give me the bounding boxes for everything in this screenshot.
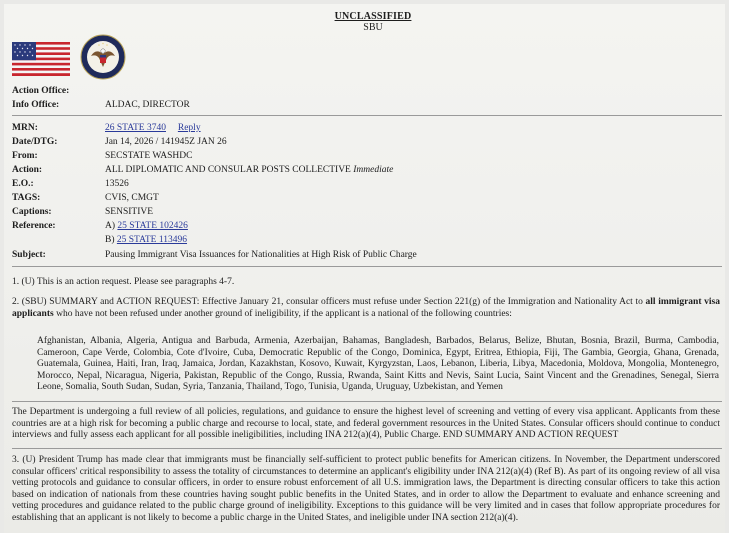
p2-text-end: who have not been refused under another ground of ineligibility, if the applicant is a national of the following countries: [53, 308, 512, 319]
subject-label: Subject: [12, 250, 46, 260]
reply-link[interactable]: Reply [177, 123, 201, 133]
info-office-label: Info Office: [12, 100, 60, 110]
reference-b [105, 234, 187, 246]
action-recipients: ALL DIPLOMATIC AND CONSULAR POSTS COLLECTIVE [105, 165, 351, 175]
body-divider [12, 266, 722, 267]
classification-level: UNCLASSIFIED [334, 11, 412, 22]
action-label: Action: [12, 165, 43, 175]
date-dtg-label: Date/DTG: [12, 137, 58, 147]
reference-a-prefix: A) [105, 221, 116, 231]
us-flag-icon [12, 42, 70, 76]
captions-value: SENSITIVE [105, 207, 154, 217]
eo-value: 13526 [105, 179, 129, 189]
country-list: Afghanistan, Albania, Algeria, Antigua and Barbuda, Armenia, Azerbaijan, Bahamas, Bangladesh, Barbados, Belarus, Belize, Bhutan, Bosnia, Brazil, Burma, Cambodia, Cameroon, Cape Verde, Colombia, Cote d'Ivoire, Cuba, Democratic Republic of the Congo, Dominica, Egypt, Eritrea, Ethiopia, Fiji, The Gambia, Georgia, Ghana, Grenada, Guatemala, Guinea, Haiti, Iran, Iraq, Jamaica, Jordan, Kazakhstan, Kosovo, Kuwait, Kyrgyzstan, Laos, Lebanon, Liberia, Libya, Macedonia, Moldova, Mongolia, Montenegro, Morocco, Nepal, Nicaragua, Nigeria, Pakistan, Republic of the Congo, Russia, Rwanda, Saint Kitts and Nevis, Saint Lucia, Saint Vincent and the Grenadines, Senegal, Sierra Leone, Somalia, South Sudan, Sudan, Syria, Tanzania, Thailand, Togo, Tunisia, Uganda, Uruguay, Uzbekistan, and Yemen [37, 336, 719, 393]
mrn-value [105, 122, 201, 134]
p2-emphasis: all immigrant visa applicants [12, 297, 720, 319]
action-office-label: Action Office: [12, 86, 70, 96]
subject-value: Pausing Immigrant Visa Issuances for Nationalities at High Risk of Public Charge [105, 250, 417, 260]
from-label: From: [12, 151, 38, 161]
header-divider [12, 115, 722, 116]
tags-label: TAGS: [12, 193, 41, 203]
classification-caveat: SBU [363, 22, 383, 33]
mrn-link[interactable]: 26 STATE 3740 [105, 123, 166, 133]
date-dtg-value: Jan 14, 2026 / 141945Z JAN 26 [105, 137, 227, 147]
reference-a-link[interactable]: 25 STATE 102426 [117, 221, 188, 231]
paragraph-1: 1. (U) This is an action request. Please see paragraphs 4-7. [12, 277, 235, 287]
reference-a [105, 220, 188, 232]
eo-label: E.O.: [12, 179, 34, 189]
classification-banner [334, 11, 412, 33]
action-value [105, 164, 393, 176]
summary-divider [12, 401, 722, 402]
paragraph-review: The Department is undergoing a full review of all policies, regulations, and guidance to ensure the highest level of screening and vetting of every visa applicant. Applicants from these countries are at a high risk for becoming a public charge and recourse to local, state, and federal government resources in the United States. Consular officers should continue to conduct interviews and fully assess each applicant for all possible ineligibilities, including INA 212(a)(4), Public Charge. END SUMMARY AND ACTION REQUEST [12, 407, 720, 441]
from-value: SECSTATE WASHDC [105, 151, 193, 161]
paragraph-2 [12, 297, 720, 320]
captions-label: Captions: [12, 207, 52, 217]
mrn-label: MRN: [12, 123, 38, 133]
paragraph-3: 3. (U) President Trump has made clear that immigrants must be financially self-sufficient to protect public benefits for American citizens. In November, the Department underscored consular officers' critical responsibility to assess the totality of circumstances to determine an applicant's eligibility under INA 212(a)(4) (Ref B). As part of its ongoing review of all visa vetting protocols and guidance to consular officers, in order to ensure robust enforcement of all U.S. immigration laws, the Department is directing consular officers to take this action based on indication of nationals from these countries having sought public benefits in the United States, and in order to allow the Department to evaluate and enhance screening and vetting procedures and guidance related to the public charge ground of ineligibility. Exceptions to this guidance will be very limited and in cases that follow appropriate procedures for establishing that an applicant is not likely to become a public charge in the United States, and ineligible under INA section 212(a)(4). [12, 455, 720, 523]
p2-text-start: 2. (SBU) SUMMARY and ACTION REQUEST: Effective January 21, consular officers must refuse under Section 221(g) of the Immigration and Nationality Act to [12, 297, 646, 307]
paragraph-3-divider [12, 448, 722, 449]
info-office-value: ALDAC, DIRECTOR [105, 100, 190, 110]
reference-label: Reference: [12, 221, 56, 231]
department-of-state-seal-icon [80, 34, 126, 80]
cable-document [4, 4, 725, 533]
tags-value: CVIS, CMGT [105, 193, 159, 203]
reference-b-prefix: B) [105, 235, 115, 245]
reference-b-link[interactable]: 25 STATE 113496 [116, 235, 188, 245]
precedence: Immediate [353, 165, 394, 175]
